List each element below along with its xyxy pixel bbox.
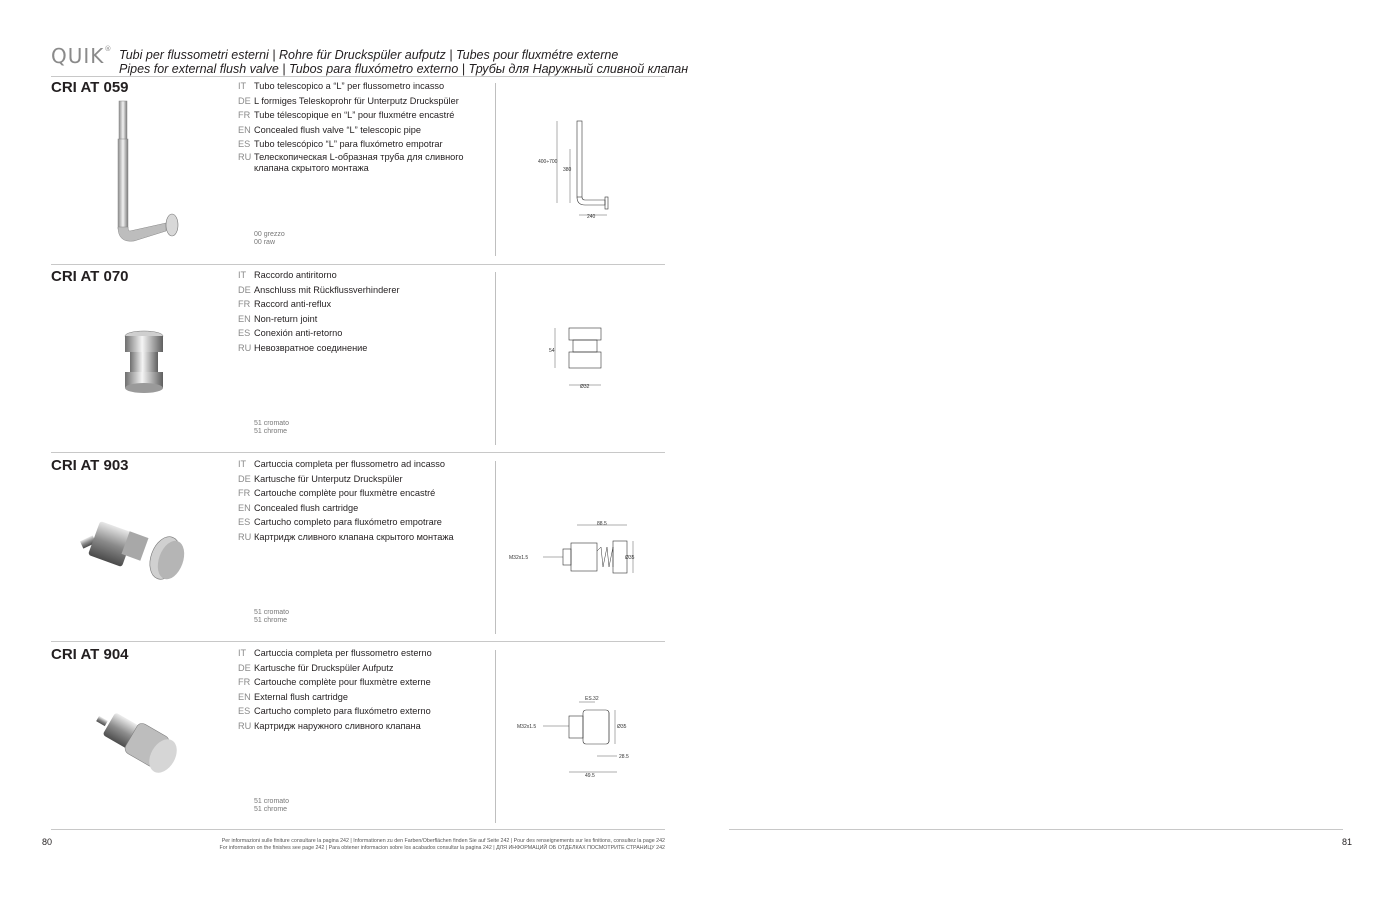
description-list: [238, 457, 488, 545]
description-item: RU Телескопическая L-образная труба для сливного клапана скрытого монтажа: [238, 151, 464, 174]
description-list: [238, 268, 488, 356]
product-code: CRI AT 070: [51, 268, 129, 285]
description-item: EN Non-return joint: [238, 313, 318, 324]
description-item: IT Tubo telescopico a “L” per flussometro incasso: [238, 81, 445, 91]
page-title-line-2: Pipes for external flush valve | Tubos para fluxómetro externo | Трубы для Наружный сливной клапан: [119, 62, 689, 76]
page-number-left: 80: [42, 837, 53, 847]
technical-drawing: [535, 119, 625, 224]
product-code: CRI AT 904: [51, 646, 129, 663]
product-row: [51, 268, 665, 457]
page-title-line-1: Tubi per flussometri esterni | Rohre für Druckspüler aufputz | Tubes pour fluxmétre externe: [119, 48, 619, 62]
description-item: IT Cartuccia completa per flussometro ad incasso: [238, 459, 445, 469]
column-divider: [495, 461, 496, 634]
dimension-label: 54: [549, 348, 555, 354]
dimension-label: 88.5: [597, 521, 607, 527]
description-item: FR Tube télescopique en “L” pour fluxmétre encastré: [238, 110, 455, 121]
description-item: EN External flush cartridge: [238, 691, 348, 702]
description-item: DE L formiges Teleskoprohr für Unterputz Druckspüler: [238, 95, 459, 106]
description-item: EN Concealed flush valve “L” telescopic pipe: [238, 124, 421, 135]
description-list: [238, 79, 488, 175]
finish-label: 51 cromato 51 chrome: [254, 609, 290, 624]
description-item: EN Concealed flush cartridge: [238, 502, 359, 513]
description-item: FR Raccord anti-reflux: [238, 299, 332, 310]
finish-label: 51 cromato 51 chrome: [254, 798, 290, 813]
description-item: ES Cartucho completo para fluxómetro empotrare: [238, 517, 442, 528]
description-item: ES Conexión anti-retorno: [238, 328, 343, 339]
description-item: DE Anschluss mit Rückflussverhinderer: [238, 284, 400, 295]
row-divider: [51, 264, 665, 265]
footer-note-line-1: Per informazioni sulle finiture consultare la pagina 242 | Informationen zu den Farben/Oberflächen finden Sie auf Seite 242 | Pour des renseignements sur les finitions, consultez la page 242: [221, 838, 665, 844]
page-number-right: 81: [1342, 837, 1353, 847]
technical-drawing: [541, 323, 621, 398]
description-item: DE Kartusche für Unterputz Druckspüler: [238, 473, 403, 484]
dimension-label: 28.5: [619, 754, 629, 760]
external-cartridge-photo: [93, 708, 193, 780]
dimension-label: Ø32: [580, 384, 590, 390]
description-item: RU Картридж сливного клапана скрытого монтажа: [238, 531, 454, 542]
description-item: RU Картридж наружного сливного клапана: [238, 720, 421, 731]
dimension-label: 240: [587, 214, 596, 220]
column-divider: [495, 272, 496, 445]
footer-note-line-2: For information on the finishes see page 242 | Para obtener informacion sobre los acabados consultar la pagina 242 | ДЛЯ ИНФОРМАЦИЙ ОБ ОТДЕЛКАХ ПОСМОТРИТЕ СТРАНИЦУ 242: [219, 845, 665, 851]
header-divider: [51, 76, 665, 77]
product-row: [51, 457, 665, 646]
dimension-label: Ø35: [617, 724, 627, 730]
dimension-label: Ø35: [625, 555, 635, 561]
column-divider: [495, 650, 496, 823]
dimension-label: 49.5: [585, 773, 595, 779]
footer-divider-right: [729, 829, 1343, 830]
finish-label: 51 cromato 51 chrome: [254, 420, 290, 435]
finish-label: 00 grezzo 00 raw: [254, 231, 285, 246]
row-divider: [51, 641, 665, 642]
footer-divider-left: [51, 829, 665, 830]
concealed-cartridge-photo: [79, 512, 209, 592]
product-row: [51, 646, 665, 835]
description-item: FR Cartouche complète pour fluxmètre encastré: [238, 488, 436, 499]
description-item: IT Cartuccia completa per flussometro esterno: [238, 648, 432, 658]
dimension-label: M32x1.5: [517, 724, 537, 730]
dimension-label: 380: [563, 167, 572, 173]
description-item: DE Kartusche für Druckspüler Aufputz: [238, 662, 394, 673]
dimension-label: 400÷700: [538, 159, 558, 165]
dimension-label: M32x1.5: [509, 555, 529, 561]
product-code: CRI AT 903: [51, 457, 129, 474]
column-divider: [495, 83, 496, 256]
telescopic-pipe-photo: [106, 99, 186, 249]
row-divider: [51, 452, 665, 453]
description-list: [238, 646, 488, 734]
description-item: IT Raccordo antiritorno: [238, 270, 337, 280]
brand-logo: QUIK®: [51, 44, 113, 68]
description-item: FR Cartouche complète pour fluxmètre externe: [238, 677, 431, 688]
product-row: [51, 79, 665, 268]
description-item: ES Tubo telescópico “L” para fluxómetro empotrar: [238, 139, 443, 150]
dimension-label: ES.32: [585, 696, 599, 702]
product-code: CRI AT 059: [51, 79, 129, 96]
technical-drawing: [513, 692, 653, 780]
description-item: RU Невозвратное соединение: [238, 342, 368, 353]
non-return-joint-photo: [119, 328, 169, 398]
technical-drawing: [509, 517, 649, 579]
description-item: ES Cartucho completo para fluxómetro externo: [238, 706, 431, 717]
